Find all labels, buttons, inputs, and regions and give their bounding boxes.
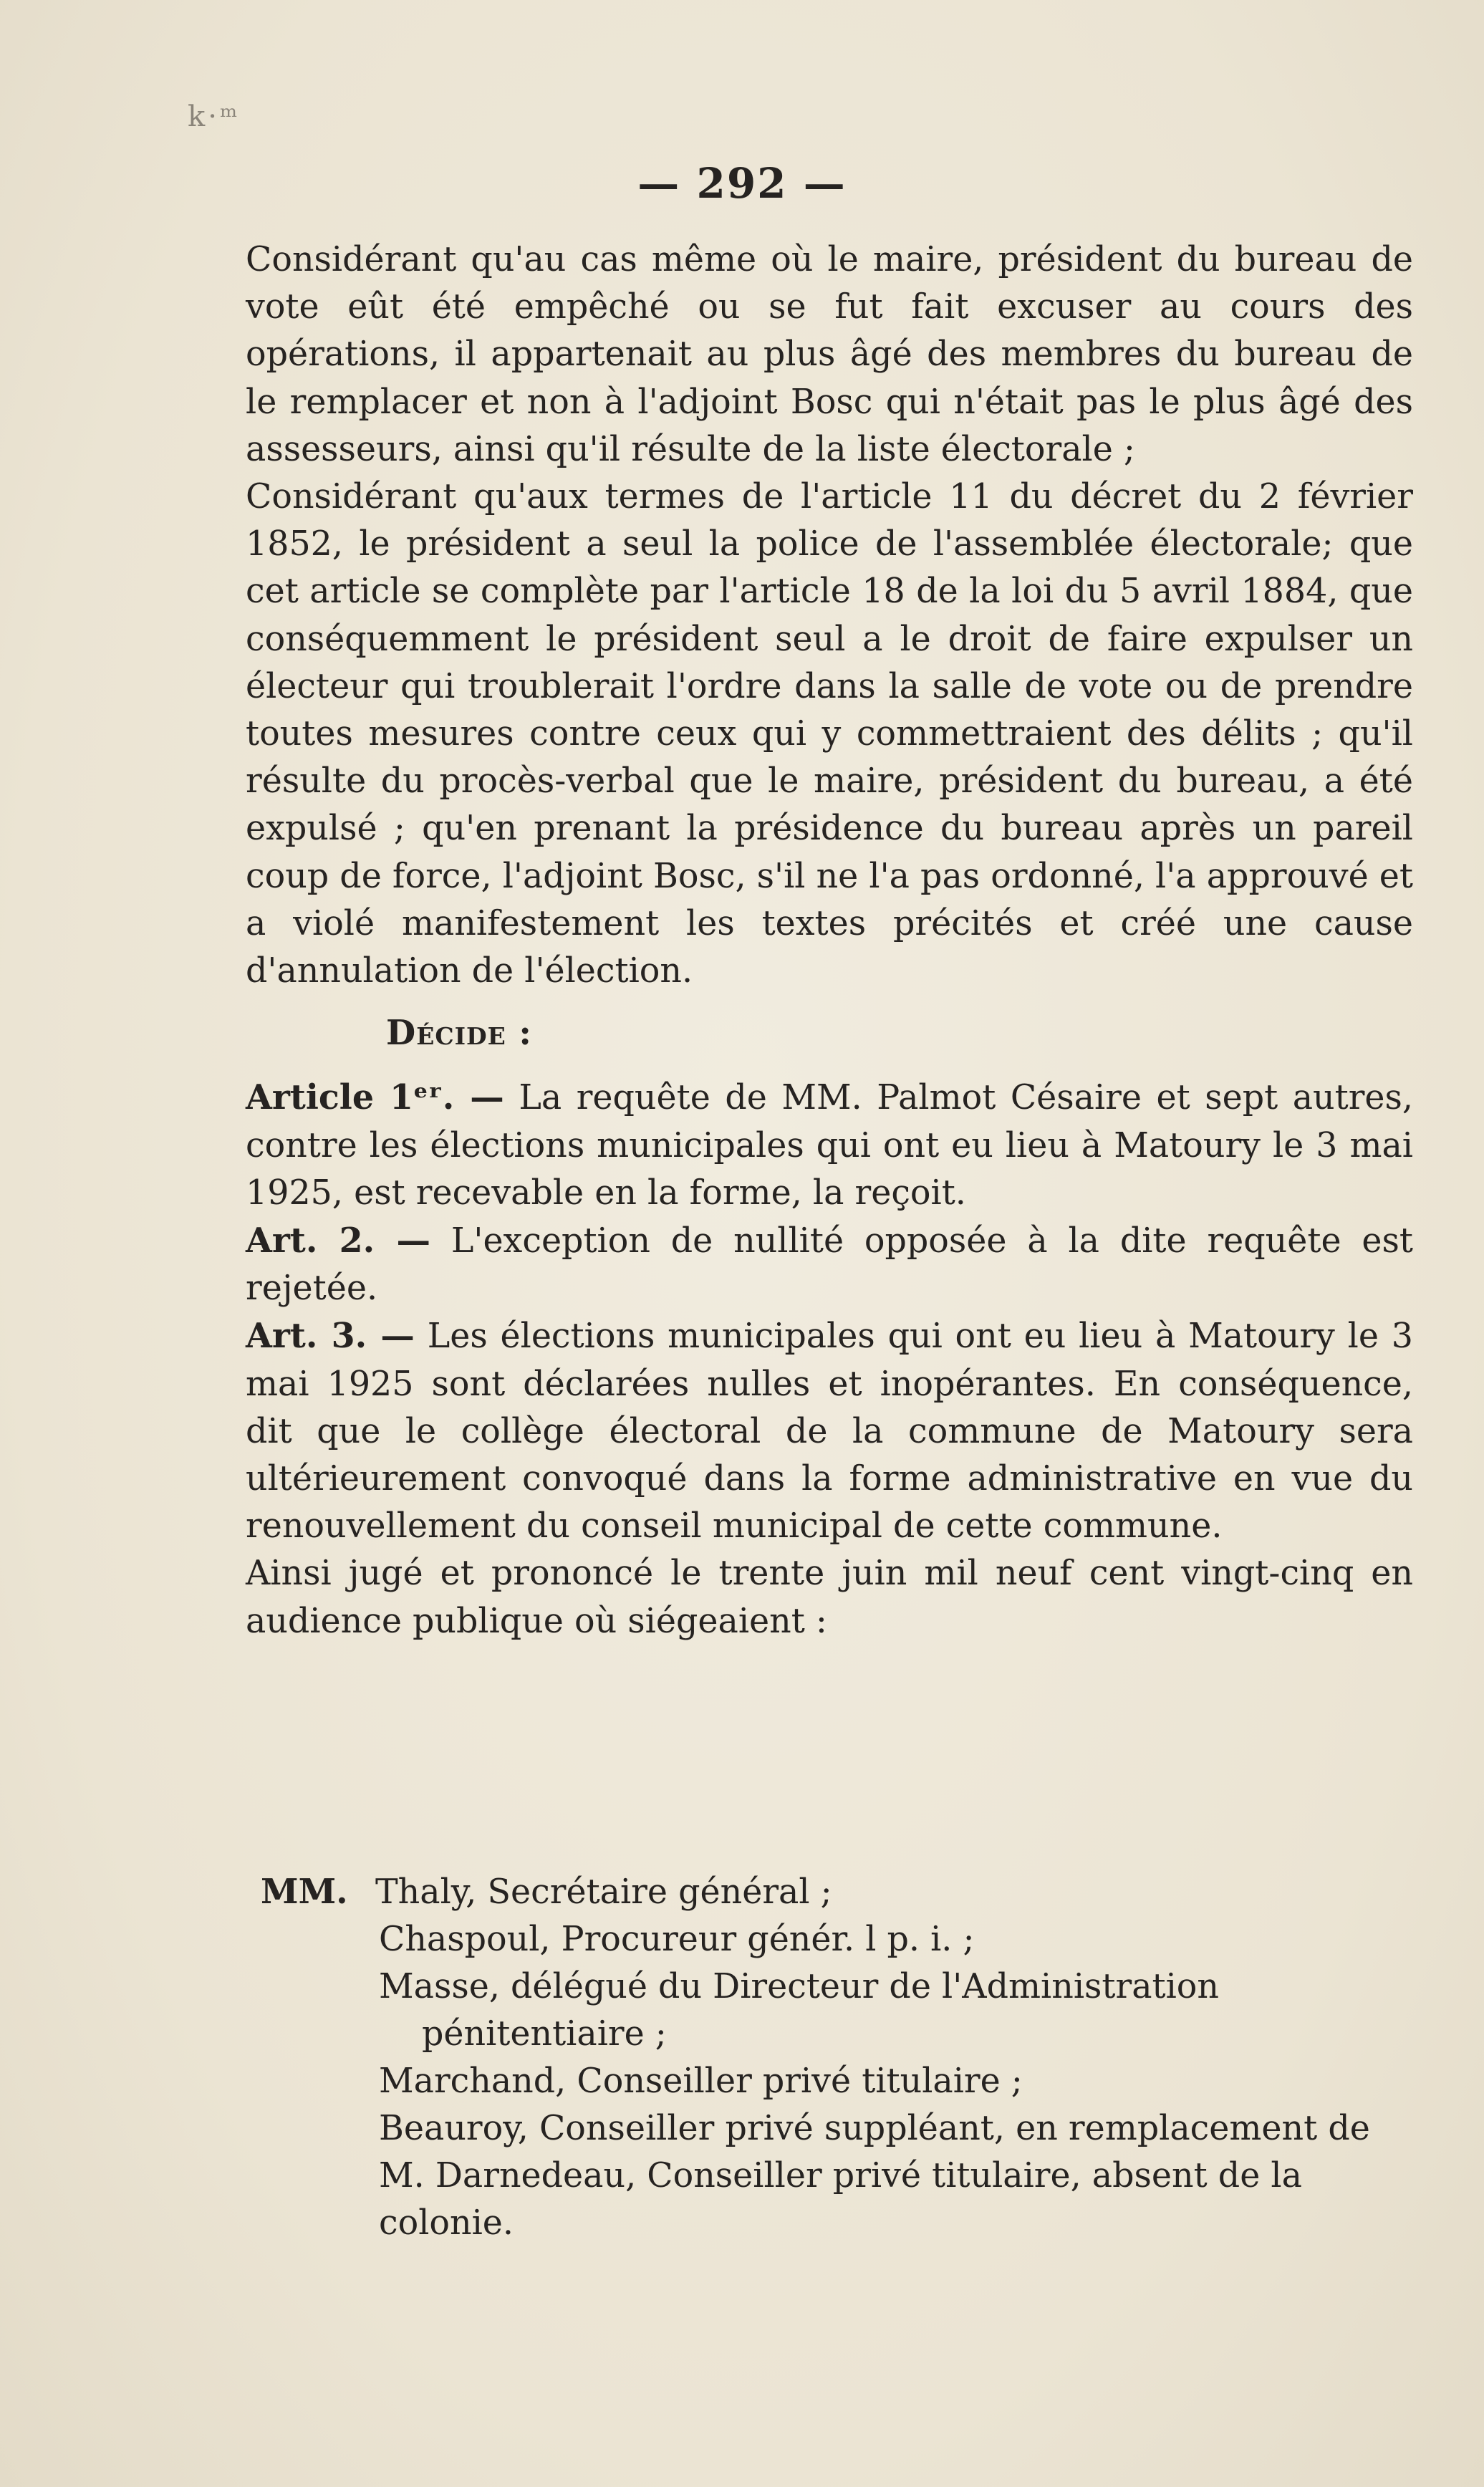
article-text: Les élections municipales qui ont eu lieu à Matoury le 3 mai 1925 sont déclarées nulles et inopérantes. En conséquence, dit que le collège électoral de la commune de Matoury sera ultérieurement convoqué dans la forme administrative en vue du renouvellement du conseil municipal de cette commune. [246,1317,1413,1546]
member-marchand: Marchand, Conseiller privé titulaire ; [379,2062,1023,2101]
corner-mark: k·ᵐ [188,100,241,133]
decide-heading: Décide : [386,1013,532,1054]
paragraph-text: Considérant qu'aux termes de l'article 11 du décret du 2 février 1852, le président a seul la police de l'assemblée électorale; que cet article se complète par l'article 18 de la loi du 5 avril 1884, que conséquemment le président seul a le droit de faire expulser un électeur qui troublerait l'ordre dans la salle de vote ou de prendre toutes mesures contre ceux qui y commettraient des délits ; qu'il résulte du procès-verbal que le maire, président du bureau, a été expulsé ; qu'en prenant la présidence du bureau après un pareil coup de force, l'adjoint Bosc, s'il ne l'a pas ordonné, l'a approuvé et a violé manifestement les textes précités et créé une cause d'annulation de l'élection. [246,477,1413,991]
article-label: Article 1ᵉʳ. — [246,1077,504,1118]
paragraph-text: Considérant qu'au cas même où le maire, président du bureau de vote eût été empêché ou se fut fait excuser au cours des opérations, il appartenait au plus âgé des membres du bureau de le remplacer et non à l'adjoint Bosc qui n'était pas le plus âgé des assesseurs, ainsi qu'il résulte de la liste électorale ; [246,240,1413,469]
article-text: La requête de MM. Palmot Césaire et sept autres, contre les élections municipales qui ont eu lieu à Matoury le 3 mai 1925, est recevable en la forme, la reçoit. [246,1078,1413,1213]
article-1 [246,1074,1413,1217]
member-chaspoul: Chaspoul, Procureur génér. l p. i. ; [379,1920,975,1959]
article-label: Art. 2. — [246,1221,430,1261]
article-label: Art. 3. — [246,1316,415,1357]
document-body [246,236,1413,1645]
signatories-prefix: MM. [261,1872,348,1912]
member-beauroy-text: Beauroy, Conseiller privé suppléant, en remplacement de M. Darnedeau, Conseiller privé titulaire, absent de la colonie. [379,2109,1370,2243]
closing-text: Ainsi jugé et prononcé le trente juin mil neuf cent vingt-cinq en audience publique où siégeaient : [246,1554,1413,1641]
member-masse: Masse, délégué du Directeur de l'Administration [379,1967,1219,2006]
article-2 [246,1217,1413,1312]
closing-statement [246,1550,1413,1645]
member-thaly: Thaly, Secrétaire général ; [375,1872,832,1912]
signatories-block [261,1868,1414,2247]
member-beauroy [261,2105,1414,2247]
paragraph-considerant-2 [246,473,1413,995]
article-3 [246,1312,1413,1550]
page-number: — 292 — [637,159,847,208]
paragraph-considerant-1 [246,236,1413,473]
article-text: L'exception de nullité opposée à la dite requête est rejetée. [246,1221,1413,1309]
member-masse-continuation: pénitentiaire ; [422,2014,667,2054]
signatory-row [261,1868,1414,1916]
